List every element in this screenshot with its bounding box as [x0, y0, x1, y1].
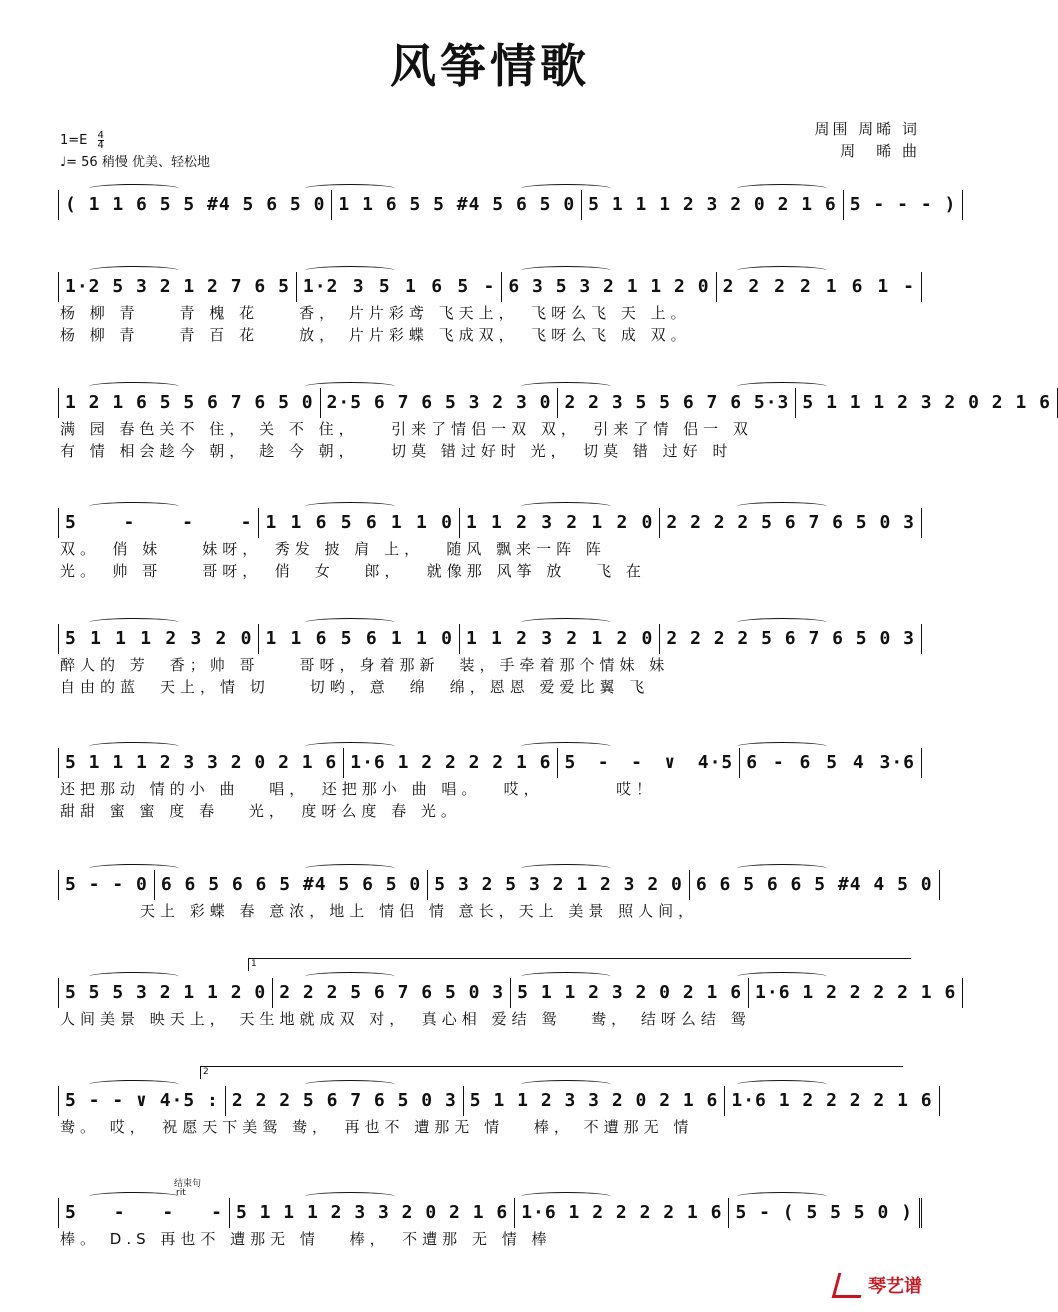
- measure: 6 6 5 6 6 5 #4 4 5 0: [690, 870, 940, 900]
- credits: [814, 118, 920, 162]
- lyric-line: 光。 帅 哥 哥呀， 俏 女 郎， 就像那 风筝 放 飞 在: [60, 562, 646, 580]
- measure: 5 1 1 1 2 3 2 0 2 1 6: [582, 190, 844, 220]
- measure: 2·5 6 7 6 5 3 2 3 0: [321, 388, 559, 418]
- score-system: [58, 1067, 933, 1138]
- notes-row: [58, 1198, 922, 1228]
- slur-mark: [521, 1192, 611, 1201]
- slur-mark: [305, 618, 395, 627]
- slur-mark: [305, 864, 395, 873]
- slur-mark: [521, 502, 611, 511]
- measure: 1 2 1 6 5 5 6 7 6 5 0: [59, 388, 321, 418]
- slur-mark: [305, 382, 395, 391]
- notes-row: [58, 272, 922, 302]
- slur-mark: [89, 1080, 179, 1089]
- slur-mark: [305, 742, 395, 751]
- score-system: [58, 1179, 922, 1250]
- lyric-line: 人间美景 映天上， 天生地就成双 对， 真心相 爱结 鸳 鸯， 结呀么结 鸳: [60, 1010, 751, 1028]
- measure: 5 1 1 1 2 3 2 0: [59, 624, 259, 654]
- score-system: [58, 508, 922, 582]
- measure: 1 1 2 3 2 1 2 0: [460, 624, 660, 654]
- volta-1-bracket: 1: [248, 958, 911, 971]
- slur-mark: [89, 864, 179, 873]
- measure: 6 6 5 6 6 5 #4 5 6 5 0: [155, 870, 428, 900]
- lyric-line: 满 园 春色关不 住， 关 不 住， 引来了情侣一双 双， 引来了情 侣一 双: [60, 420, 753, 438]
- slur-mark: [737, 184, 827, 193]
- score-system: [58, 624, 922, 698]
- volta-2-bracket: 2: [200, 1066, 903, 1079]
- composer-credit: 周 晞 曲: [840, 142, 920, 160]
- lyric-line: 还把那动 情的小 曲 唱， 还把那小 曲 唱。 哎， 哎！: [60, 780, 657, 798]
- measure: 1·6 1 2 2 2 2 1 6: [344, 748, 558, 778]
- slur-mark: [737, 266, 827, 275]
- notes-row: [58, 388, 1051, 418]
- rit-label: rit: [176, 1188, 186, 1198]
- score-system: [58, 748, 922, 822]
- slur-mark: [737, 864, 827, 873]
- slur-mark: [521, 618, 611, 627]
- measure: 1 1 6 5 5 #4 5 6 5 0: [332, 190, 582, 220]
- lyric-line: 鸯。 哎， 祝愿天下美鸳 鸯， 再也不 遭那无 情 棒， 不遭那无 情: [60, 1118, 694, 1136]
- measure: 2 2 2 2 5 6 7 6 5 0 3: [660, 624, 922, 654]
- slur-mark: [737, 972, 827, 981]
- notes-row: [58, 624, 922, 654]
- notes-row: [58, 508, 922, 538]
- measure: 1 1 6 5 6 1 1 0: [259, 508, 459, 538]
- lyric-line: 双。 俏 妹 妹呀， 秀发 披 肩 上， 随风 飘来一阵 阵: [60, 540, 606, 558]
- slur-mark: [89, 618, 179, 627]
- coda-label: 结束句: [174, 1179, 202, 1189]
- slur-mark: [737, 1080, 827, 1089]
- measure: 5 - - - ): [844, 190, 964, 220]
- measure: 5 - - -: [59, 1198, 230, 1228]
- measure: ( 1 1 6 5 5 #4 5 6 5 0: [59, 190, 332, 220]
- measure: 1·6 1 2 2 2 2 1 6: [515, 1198, 729, 1228]
- lyric-line: 甜甜 蜜 蜜 度 春 光， 度呀么度 春 光。: [60, 802, 461, 820]
- measure: 6 3 5 3 2 1 1 2 0: [502, 272, 716, 302]
- measure: 5 - - ∨ 4·5: [558, 748, 740, 778]
- measure: 5 1 1 1 2 3 2 0 2 1 6: [796, 388, 1058, 418]
- slur-mark: [305, 972, 395, 981]
- notes-row: [58, 190, 957, 220]
- measure: 5 1 1 1 2 3 3 2 0 2 1 6: [59, 748, 344, 778]
- brand-logo: [835, 1272, 922, 1298]
- notes-row: [58, 748, 922, 778]
- measure: 5 - - ∨ 4·5 :: [59, 1086, 226, 1116]
- key-text: 1=E: [60, 133, 88, 148]
- measure: 1·6 1 2 2 2 2 1 6: [749, 978, 963, 1008]
- lyricist-credit: 周围 周晞 词: [814, 120, 920, 138]
- notes-row: [58, 870, 933, 900]
- time-signature: [98, 131, 104, 150]
- lyric-line: 醉人的 芳 香；帅 哥 哥呀，身着那新 装，手牵着那个情妹 妹: [60, 656, 670, 674]
- slur-mark: [89, 742, 179, 751]
- measure: 5 - - 0: [59, 870, 155, 900]
- score-system: [58, 870, 933, 922]
- score-meta: [60, 130, 210, 174]
- slur-mark: [521, 742, 611, 751]
- measure: 5 1 1 2 3 3 2 0 2 1 6: [464, 1086, 726, 1116]
- measure: 2 2 2 5 6 7 6 5 0 3: [226, 1086, 464, 1116]
- lyric-line: 杨 柳 青 青 槐 花 香， 片片彩鸢 飞天上， 飞呀么飞 天 上。: [60, 304, 691, 322]
- slur-mark: [89, 972, 179, 981]
- measure: 1·2 3 5 1 6 5 -: [297, 272, 502, 302]
- time-signature-num: 4: [97, 130, 104, 141]
- slur-mark: [521, 972, 611, 981]
- score-system: [58, 272, 922, 346]
- slur-mark: [737, 502, 827, 511]
- slur-mark: [305, 184, 395, 193]
- lyric-line: 天上 彩蝶 春 意浓，地上 情侣 情 意长，天上 美景 照人间，: [60, 902, 699, 920]
- lyric-line: 有 情 相会趁今 朝， 趁 今 朝， 切莫 错过好时 光， 切莫 错 过好 时: [60, 442, 733, 460]
- slur-mark: [737, 618, 827, 627]
- lyric-line: 杨 柳 青 青 百 花 放， 片片彩蝶 飞成双， 飞呀么飞 成 双。: [60, 326, 691, 344]
- score-system: [58, 959, 957, 1030]
- measure: 5 1 1 2 3 2 0 2 1 6: [511, 978, 749, 1008]
- key-signature: [60, 130, 210, 152]
- slur-mark: [89, 1192, 179, 1201]
- measure: 1 1 2 3 2 1 2 0: [460, 508, 660, 538]
- score-system: [58, 388, 1051, 462]
- measure: 1 1 6 5 6 1 1 0: [259, 624, 459, 654]
- slur-mark: [89, 382, 179, 391]
- measure: 2 2 3 5 5 6 7 6 5·3: [558, 388, 796, 418]
- slur-mark: [737, 742, 827, 751]
- slur-mark: [305, 1080, 395, 1089]
- logo-icon: [832, 1273, 868, 1298]
- slur-mark: [521, 184, 611, 193]
- logo-text: 琴艺谱: [868, 1276, 922, 1297]
- slur-mark: [305, 266, 395, 275]
- slur-mark: [521, 1080, 611, 1089]
- slur-mark: [521, 382, 611, 391]
- slur-mark: [737, 1192, 827, 1201]
- tempo-marking: ♩= 56 稍慢 优美、轻松地: [60, 155, 210, 170]
- measure: 5 5 5 3 2 1 1 2 0: [59, 978, 273, 1008]
- slur-mark: [89, 184, 179, 193]
- slur-mark: [521, 864, 611, 873]
- time-signature-den: 4: [97, 140, 104, 151]
- measure: 5 - - -: [59, 508, 259, 538]
- measure: 2 2 2 2 1 6 1 -: [717, 272, 922, 302]
- measure: 6 - 6 5 4 3·6: [740, 748, 922, 778]
- slur-mark: [305, 1192, 395, 1201]
- measure: 5 1 1 1 2 3 3 2 0 2 1 6: [230, 1198, 515, 1228]
- lyric-line: 棒。 D.S 再也不 遭那无 情 棒， 不遭那 无 情 棒: [60, 1230, 552, 1248]
- lyric-line: 自由的蓝 天上，情 切 切哟，意 绵 绵，恩恩 爱爱比翼 飞: [60, 678, 650, 696]
- measure: 1·2 5 3 2 1 2 7 6 5: [59, 272, 297, 302]
- measure: 2 2 2 2 5 6 7 6 5 0 3: [660, 508, 922, 538]
- slur-mark: [89, 266, 179, 275]
- song-title: 风筝情歌: [390, 39, 590, 93]
- slur-mark: [89, 502, 179, 511]
- measure: 2 2 2 5 6 7 6 5 0 3: [273, 978, 511, 1008]
- score-system: [58, 190, 957, 220]
- notes-row: [58, 978, 957, 1008]
- slur-mark: [305, 502, 395, 511]
- slur-mark: [521, 266, 611, 275]
- measure: 5 - ( 5 5 5 0 ): [729, 1198, 922, 1228]
- notes-row: [58, 1086, 933, 1116]
- measure: 5 3 2 5 3 2 1 2 3 2 0: [428, 870, 690, 900]
- measure: 1·6 1 2 2 2 2 1 6: [725, 1086, 939, 1116]
- slur-mark: [737, 382, 827, 391]
